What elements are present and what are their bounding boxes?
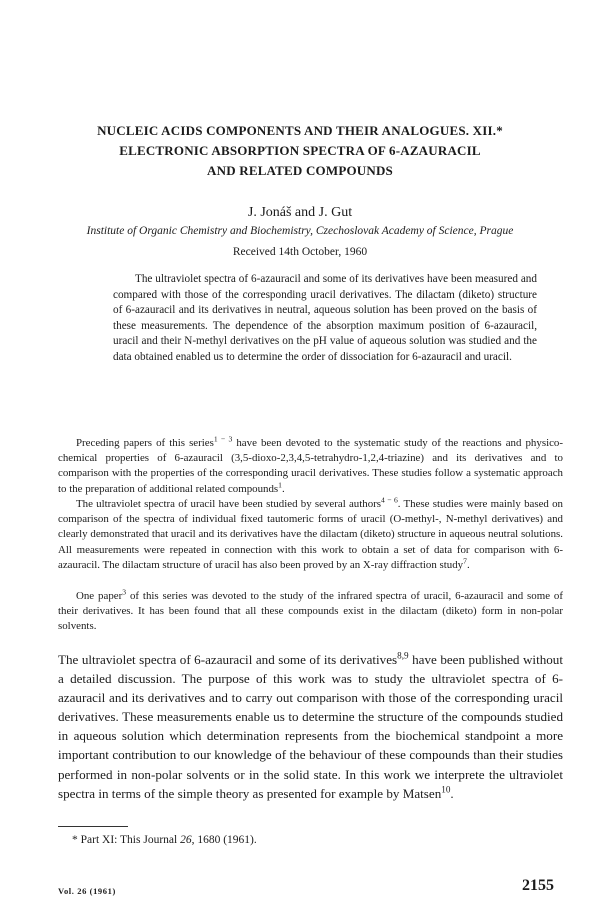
para2-ref-1: 4 − 6 xyxy=(381,495,398,505)
para1-ref-1: 1 − 3 xyxy=(213,434,233,444)
para4-text-a: The ultraviolet spectra of 6-azauracil and some of its derivatives xyxy=(58,652,398,667)
para4-ref-2: 10 xyxy=(441,784,451,795)
para4-text-b: have been published without a detailed discussion. The purpose of this work was to study the ultraviolet spectra of 6-azauracil and its derivatives and to carry out comparison with those of the corresponding uracil derivatives. These measurements enable us to determine the structure of the compounds studied in aqueous solution which determination represents from the biochemical standpoint a more important contribution to our knowledge of the behaviour of these compounds than their studies performed in non-polar solvents or in the solid state. In this work we interprete the ultraviolet spectra in terms of the simple theory as presented for example by Matsen xyxy=(58,652,563,801)
para3-text-a: One paper xyxy=(76,590,123,602)
para1-ref-2: 1 xyxy=(278,479,282,489)
footnote-volume: 26 xyxy=(180,834,192,846)
title-line-2: ELECTRONIC ABSORPTION SPECTRA OF 6-AZAURACIL xyxy=(119,143,481,158)
intro-paragraph-2 xyxy=(58,497,563,573)
para4-text-c: . xyxy=(450,785,454,801)
affiliation: Institute of Organic Chemistry and Biochemistry, Czechoslovak Academy of Science, Prague xyxy=(86,225,514,237)
para3-text-b: of this series was devoted to the study of the infrared spectra of uracil, 6-azauracil and some of their derivatives. It has been found that all these compounds exist in the dilactam (diketo) form in non-polar solvents. xyxy=(58,590,563,633)
para1-text-b: have been devoted to the systematic study of the reactions and physico-chemical properties of 6-azauracil (3,5-dioxo-2,3,4,5-tetrahydro-1,2,4-triazine) and its derivatives and to comparison with the properties of the corresponding uracil derivatives. These studies follow a systematic approach to the preparation of additional related compounds xyxy=(58,437,563,495)
intro-paragraph-1 xyxy=(58,436,563,497)
para4-ref-1: 8,9 xyxy=(397,650,409,661)
running-foot: Vol. 26 (1961) xyxy=(58,886,116,896)
para2-text-a: The ultraviolet spectra of uracil have been studied by several authors xyxy=(76,498,382,510)
body-paragraph xyxy=(58,650,563,803)
received-date: Received 14th October, 1960 xyxy=(232,246,368,258)
page-number: 2155 xyxy=(522,877,554,894)
footnote-text-b: , 1680 (1961). xyxy=(191,834,257,846)
footnote-divider xyxy=(58,826,128,827)
para1-text-c: . xyxy=(281,482,285,495)
footnote xyxy=(72,834,257,846)
para3-ref-1: 3 xyxy=(122,587,127,597)
title-line-1: NUCLEIC ACIDS COMPONENTS AND THEIR ANALOGUES. XII.* xyxy=(97,123,503,138)
para2-text-b: . These studies were mainly based on comparison of the spectra of individual fixed tautomeric forms of uracil (O-methyl-, N-methyl derivatives) and clearly demonstrated that uracil and its derivatives have the dilactam (diketo) structure in aqueous neutral solutions. All measurements were repeated in connection with this work to obtain a set of data for comparison with 6-azauracil. The dilactam structure of uracil has also been proved by an X-ray diffraction study xyxy=(58,498,563,571)
abstract: The ultraviolet spectra of 6-azauracil and some of its derivatives have been measured and compared with those of the corresponding uracil derivatives. The dilactam (diketo) structure of 6-azauracil and its derivatives in neutral, aqueous solution has been proved on the basis of these measurements. The dependence of the absorption maximum position of 6-azauracil, uracil and their N-methyl derivatives on the pH value of aqueous solution was studied and the data obtained enabled us to determine the order of dissociation for 6-azauracil and uracil. xyxy=(113,273,537,363)
intro-paragraph-3 xyxy=(58,589,563,635)
title-line-3: AND RELATED COMPOUNDS xyxy=(207,163,393,178)
authors: J. Jonáš and J. Gut xyxy=(247,205,353,220)
para2-text-c: . xyxy=(466,558,470,571)
footnote-text-a: * Part XI: This Journal xyxy=(72,834,181,846)
para1-text-a: Preceding papers of this series xyxy=(76,437,214,449)
para2-ref-2: 7 xyxy=(463,556,467,566)
